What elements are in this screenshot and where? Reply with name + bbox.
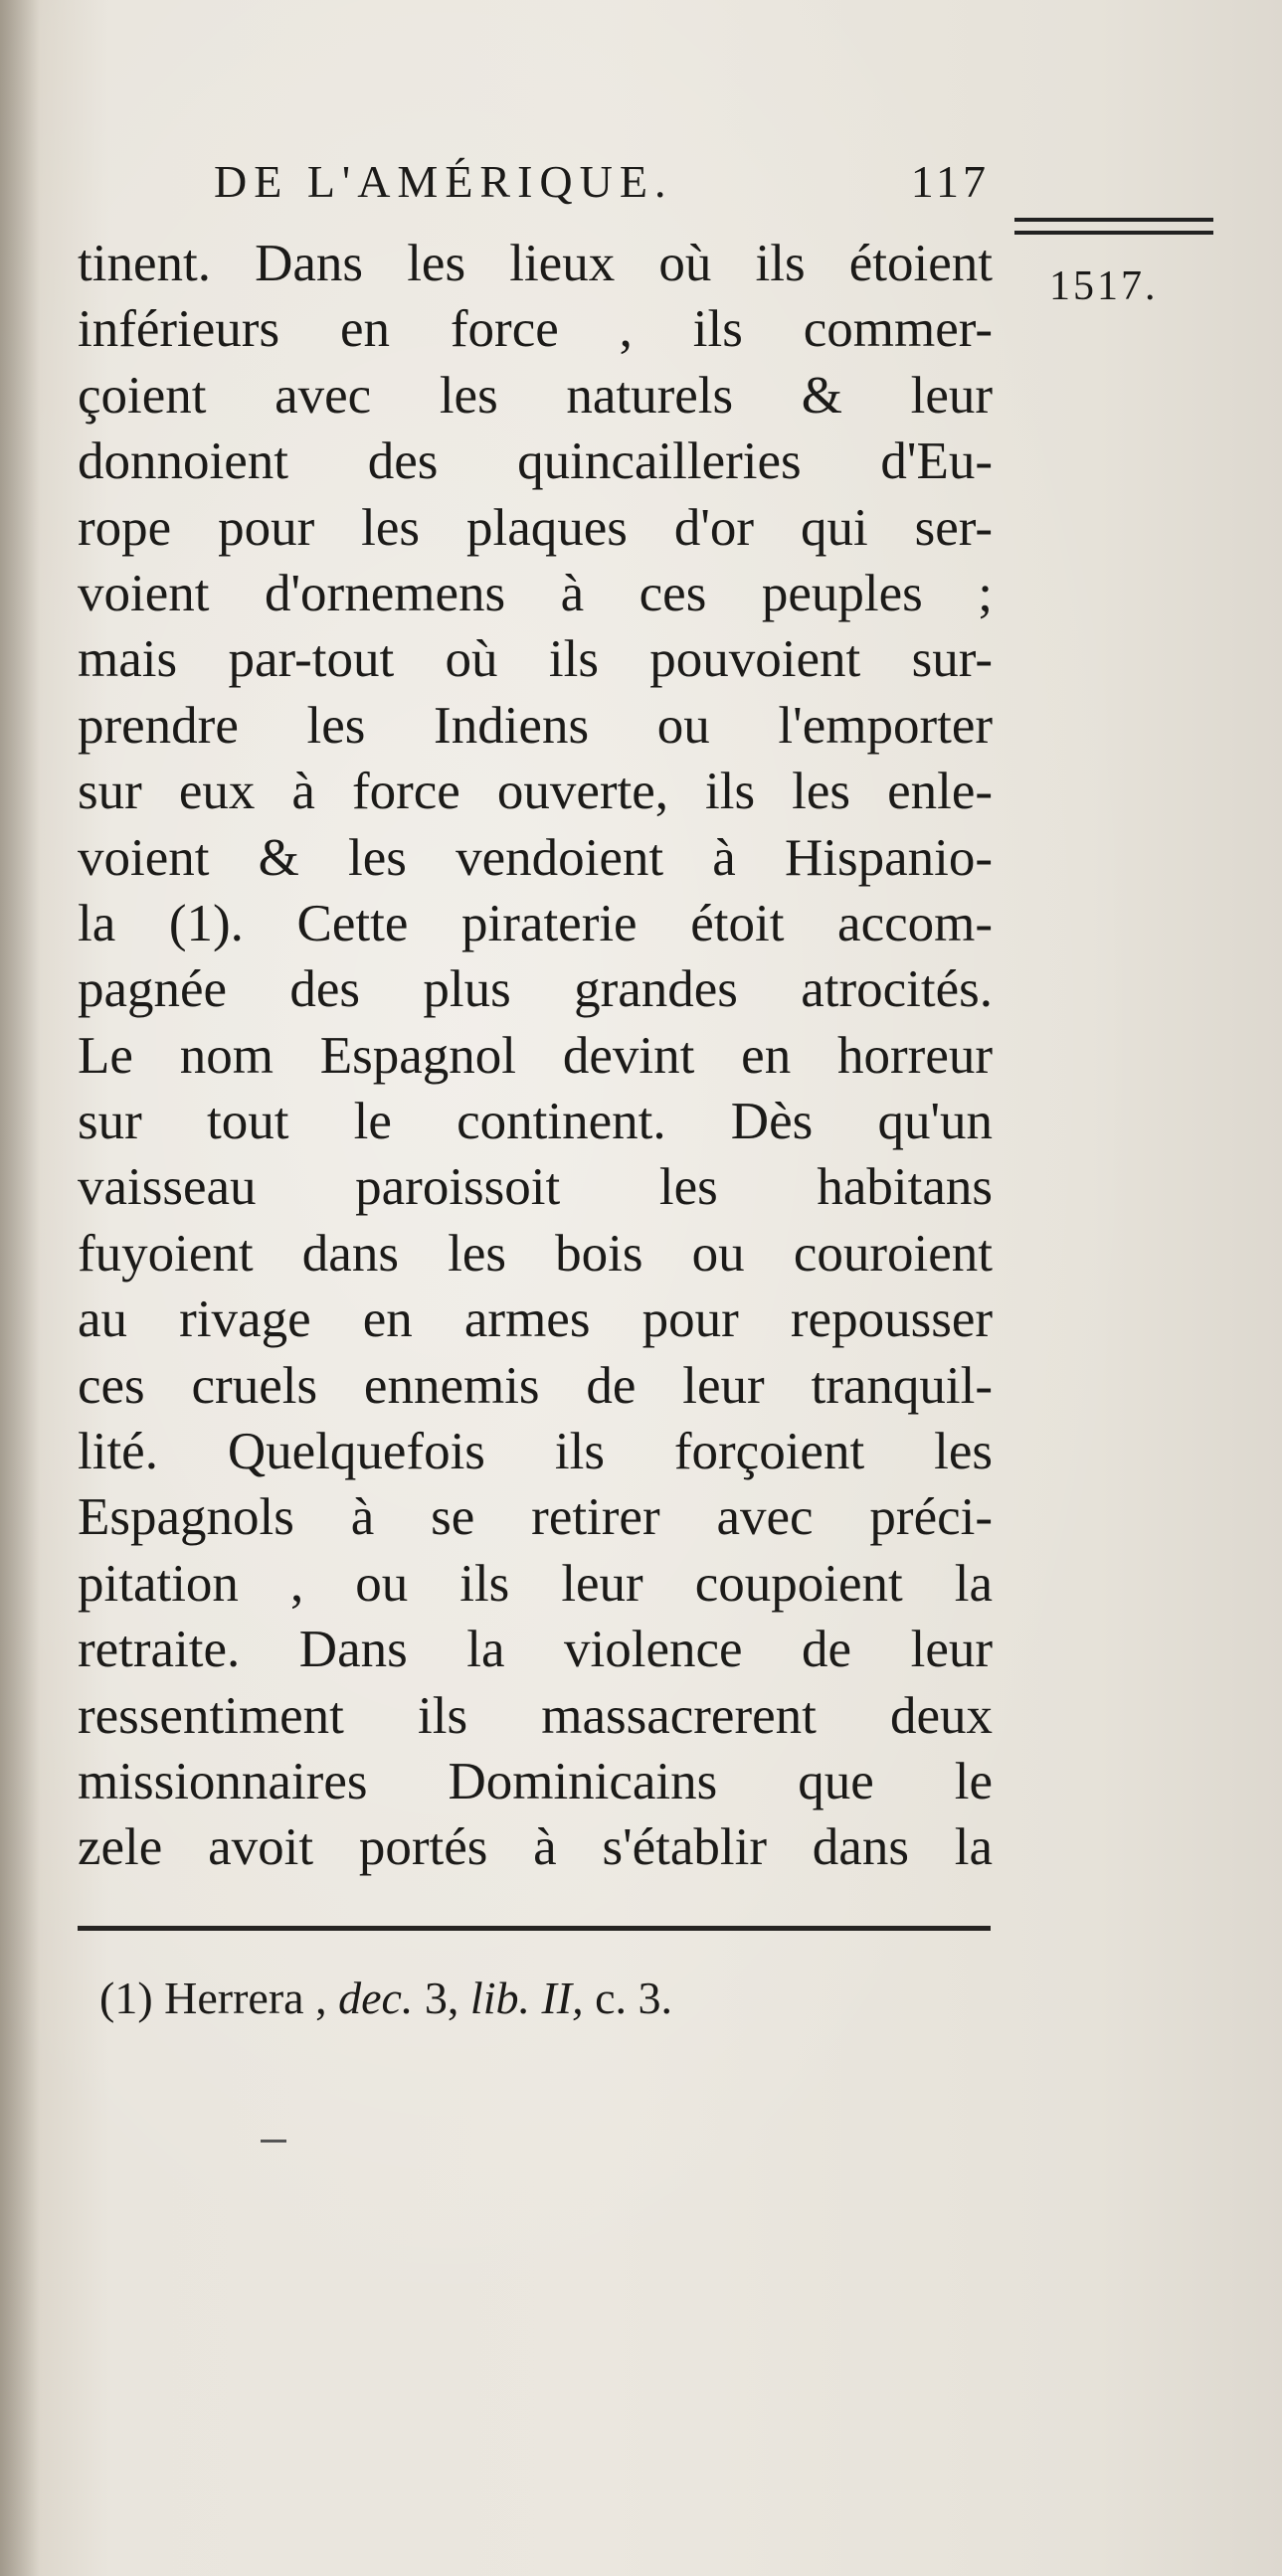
footnote-rule xyxy=(78,1926,991,1931)
footnote-marker: (1) xyxy=(99,1973,153,2023)
text-line: sur eux à force ouverte, ils les enle- xyxy=(78,763,993,821)
text-line: zele avoit portés à s'établir dans la xyxy=(78,1818,993,1877)
text-line: ces cruels ennemis de leur tranquil- xyxy=(78,1356,993,1415)
text-line: ressentiment ils massacrerent deux xyxy=(78,1686,993,1745)
text-line: missionnaires Dominicains que le xyxy=(78,1752,993,1810)
footnote-dec-number: 3, xyxy=(424,1973,459,2023)
running-head-title: DE L'AMÉRIQUE. xyxy=(214,156,673,207)
text-line: vaisseau paroissoit les habitans xyxy=(78,1158,993,1217)
text-line: au rivage en armes pour repousser xyxy=(78,1290,993,1349)
text-line: mais par-tout où ils pouvoient sur- xyxy=(78,630,993,689)
footnote-chapter: c. 3. xyxy=(595,1973,673,2023)
margin-double-rule-bottom xyxy=(1014,231,1213,235)
text-line: lité. Quelquefois ils forçoient les xyxy=(78,1423,993,1481)
text-line: retraite. Dans la violence de leur xyxy=(78,1621,993,1679)
text-line: rope pour les plaques d'or qui ser- xyxy=(78,498,993,557)
text-line: prendre les Indiens ou l'emporter xyxy=(78,696,993,755)
margin-year-note: 1517. xyxy=(1049,263,1159,309)
body-text xyxy=(78,231,993,1881)
margin-double-rule-top xyxy=(1014,218,1213,222)
text-line: la (1). Cette piraterie étoit accom- xyxy=(78,894,993,952)
text-line: donnoient des quincailleries d'Eu- xyxy=(78,432,993,491)
text-line: Espagnols à se retirer avec préci- xyxy=(78,1488,993,1547)
text-line: sur tout le continent. Dès qu'un xyxy=(78,1093,993,1151)
running-head xyxy=(214,147,990,217)
stray-ink-mark xyxy=(261,2140,286,2143)
text-line: pitation , ou ils leur coupoient la xyxy=(78,1554,993,1613)
text-line: Le nom Espagnol devint en horreur xyxy=(78,1026,993,1085)
gutter-shadow xyxy=(0,0,40,2576)
text-line: pagnée des plus grandes atrocités. xyxy=(78,960,993,1019)
footnote-lib-number: II, xyxy=(541,1973,584,2023)
text-line: çoient avec les naturels & leur xyxy=(78,366,993,425)
text-line: tinent. Dans les lieux où ils étoient xyxy=(78,235,993,292)
page-number: 117 xyxy=(910,156,990,207)
footnote-author: Herrera , xyxy=(164,1973,327,2023)
text-line: fuyoient dans les bois ou couroient xyxy=(78,1224,993,1283)
footnote xyxy=(99,1964,995,2033)
text-line: inférieurs en force , ils commer- xyxy=(78,300,993,359)
text-line: voient & les vendoient à Hispanio- xyxy=(78,828,993,887)
text-line: voient d'ornemens à ces peuples ; xyxy=(78,564,993,622)
footnote-lib: lib. xyxy=(469,1973,530,2023)
footnote-dec: dec. xyxy=(338,1973,414,2023)
